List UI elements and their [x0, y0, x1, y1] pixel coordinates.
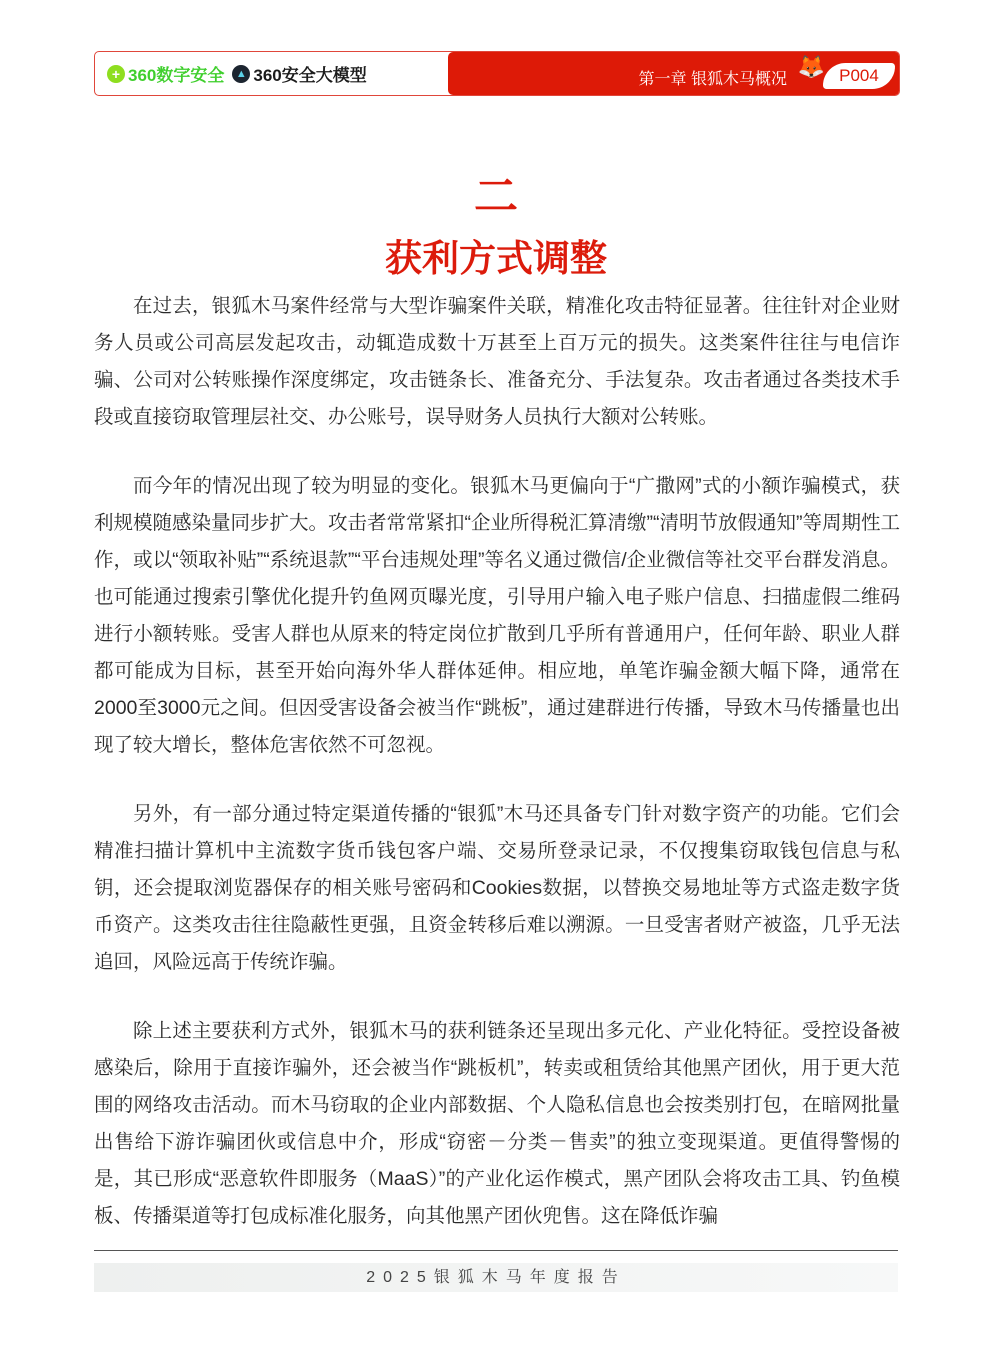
paragraph: 另外，有一部分通过特定渠道传播的“银狐”木马还具备专门针对数字资产的功能。它们会精准扫描计算机中主流数字货币钱包客户端、交易所登录记录，不仅搜集窃取钱包信息与私钥，还会提取浏览器保存的相关账号密码和Cookies数据，以替换交易地址等方式盗走数字货币资产。这类攻击往往隐蔽性更强，且资金转移后难以溯源。一旦受害者财产被盗，几乎无法追回，风险远高于传统诈骗。: [94, 803, 900, 973]
page-number: P004: [823, 63, 895, 89]
page-header: [94, 51, 900, 96]
plus-icon: +: [107, 65, 125, 83]
section-number: 二: [474, 172, 518, 221]
paragraph: 除上述主要获利方式外，银狐木马的获利链条还呈现出多元化、产业化特征。受控设备被感染后，除用于直接诈骗外，还会被当作“跳板机”，转卖或租赁给其他黑产团伙，用于更大范围的网络攻击活动。而木马窃取的企业内部数据、个人隐私信息也会按类别打包，在暗网批量出售给下游诈骗团伙或信息中介，形成“窃密－分类－售卖”的独立变现渠道。更值得警惕的是，其已形成“恶意软件即服务（MaaS）”的产业化运作模式，黑产团队会将攻击工具、钓鱼模板、传播渠道等打包成标准化服务，向其他黑产团伙兜售。这在降低诈骗: [94, 1020, 900, 1227]
paragraph: 在过去，银狐木马案件经常与大型诈骗案件关联，精准化攻击特征显著。往往针对企业财务人员或公司高层发起攻击，动辄造成数十万甚至上百万元的损失。这类案件往往与电信诈骗、公司对公转账操作深度绑定，攻击链条长、准备充分、手法复杂。攻击者通过各类技术手段或直接窃取管理层社交、办公账号，误导财务人员执行大额对公转账。: [94, 295, 900, 428]
logo-360-digital-security: [107, 61, 224, 86]
model-icon: ▲: [232, 65, 250, 83]
paragraph: 而今年的情况出现了较为明显的变化。银狐木马更偏向于“广撒网”式的小额诈骗模式，获利规模随感染量同步扩大。攻击者常常紧扣“企业所得税汇算清缴”“清明节放假通知”等周期性工作，或以“领取补贴”“系统退款”“平台违规处理”等名义通过微信/企业微信等社交平台群发消息。也可能通过搜索引擎优化提升钓鱼网页曝光度，引导用户输入电子账户信息、扫描虚假二维码进行小额转账。受害人群也从原来的特定岗位扩散到几乎所有普通用户，任何年龄、职业人群都可能成为目标，甚至开始向海外华人群体延伸。相应地，单笔诈骗金额大幅下降，通常在2000至3000元之间。但因受害设备会被当作“跳板”，通过建群进行传播，导致木马传播量也出现了较大增长，整体危害依然不可忽视。: [94, 475, 900, 756]
logo-group: [107, 61, 367, 86]
section-title: 获利方式调整: [385, 239, 607, 280]
logo-360-security-model: [232, 61, 366, 86]
logo1-text: 360数字安全: [128, 66, 225, 85]
footer-title: 2025银狐木马年度报告: [94, 1263, 898, 1292]
fox-icon: 🦊: [797, 54, 825, 79]
logo2-text: 360安全大模型: [253, 66, 367, 85]
chapter-title: 第一章 银狐木马概况: [638, 71, 787, 88]
body-text: [94, 288, 900, 1267]
footer-divider: [94, 1250, 898, 1251]
